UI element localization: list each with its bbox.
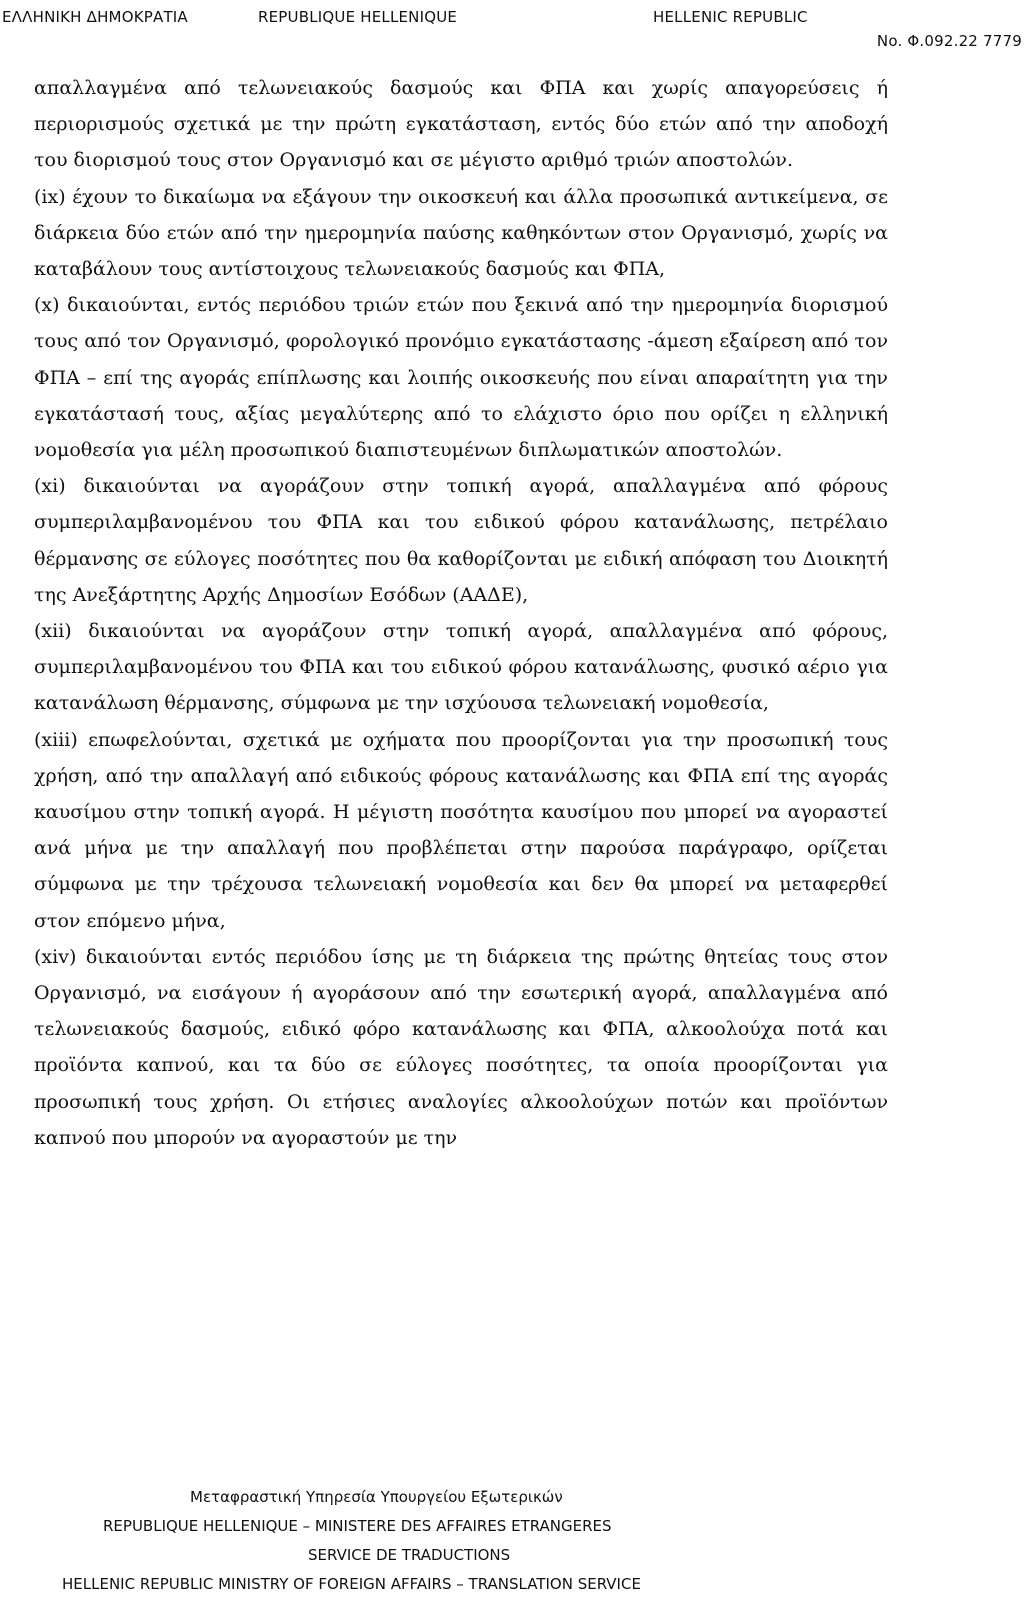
footer-french-ministry: REPUBLIQUE HELLENIQUE – MINISTERE DES AFFAIRES ETRANGERES [103, 1517, 612, 1535]
header-greek-title: ΕΛΛΗΝΙΚΗ ΔΗΜΟΚΡΑΤΙΑ [2, 8, 188, 26]
paragraph-continuation: απαλλαγμένα από τελωνειακούς δασμούς και ΦΠΑ και χωρίς απαγορεύσεις ή περιορισμούς σχετικά με την πρώτη εγκατάσταση, εντός δύο ετών από την αποδοχή του διορισμού τους στον Οργανισμό και σε μέγιστο αριθμό τριών αποστολών. [34, 77, 888, 172]
page-header [0, 4, 1024, 54]
paragraph-xii: (xii) δικαιούνται να αγοράζουν στην τοπική αγορά, απαλλαγμένα από φόρους, συμπεριλαμβανομένου του ΦΠΑ και του ειδικού φόρου κατανάλωσης, φυσικό αέριο για κατανάλωση θέρμανσης, σύμφωνα με την ισχύουσα τελωνειακή νομοθεσία, [34, 620, 888, 715]
footer-english-service: HELLENIC REPUBLIC MINISTRY OF FOREIGN AFFAIRS – TRANSLATION SERVICE [62, 1575, 641, 1593]
document-number: No. Φ.092.22 7779 [876, 32, 1022, 50]
footer-french-service: SERVICE DE TRADUCTIONS [308, 1546, 511, 1564]
paragraph-xiii: (xiii) επωφελούνται, σχετικά με οχήματα που προορίζονται για την προσωπική τους χρήση, από την απαλλαγή από ειδικούς φόρους κατανάλωσης και ΦΠΑ επί της αγοράς καυσίμου στην τοπική αγορά. Η μέγιστη ποσότητα καυσίμου που μπορεί να αγοραστεί ανά μήνα με την απαλλαγή που προβλέπεται στην παρούσα παράγραφο, ορίζεται σύμφωνα με την τρέχουσα τελωνειακή νομοθεσία και δεν θα μπορεί να μεταφερθεί στον επόμενο μήνα, [34, 728, 888, 932]
paragraph-ix: (ix) έχουν το δικαίωμα να εξάγουν την οικοσκευή και άλλα προσωπικά αντικείμενα, σε διάρκεια δύο ετών από την ημερομηνία παύσης καθηκόντων στον Οργανισμό, χωρίς να καταβάλουν τους αντίστοιχους τελωνειακούς δασμούς και ΦΠΑ, [34, 185, 888, 281]
paragraph-xiv: (xiv) δικαιούνται εντός περιόδου ίσης με τη διάρκεια της πρώτης θητείας τους στον Οργανισμό, να εισάγουν ή αγοράσουν από την εσωτερική αγορά, απαλλαγμένα από τελωνειακούς δασμούς, ειδικό φόρο κατανάλωσης και ΦΠΑ, αλκοολούχα ποτά και προϊόντα καπνού, και τα δύο σε εύλογες ποσότητες, τα οποία προορίζονται για προσωπική τους χρήση. Οι ετήσιες αναλογίες αλκοολούχων ποτών και προϊόντων καπνού που μπορούν να αγοραστούν με την [34, 945, 888, 1149]
document-body [34, 70, 888, 1156]
footer-greek-service: Μεταφραστική Υπηρεσία Υπουργείου Εξωτερικών [190, 1488, 563, 1506]
header-english-title: HELLENIC REPUBLIC [653, 8, 808, 26]
paragraph-xi: (xi) δικαιούνται να αγοράζουν στην τοπική αγορά, απαλλαγμένα από φόρους συμπεριλαμβανομένου του ΦΠΑ και του ειδικού φόρου κατανάλωσης, πετρέλαιο θέρμανσης σε εύλογες ποσότητες που θα καθορίζονται με ειδική απόφαση του Διοικητή της Ανεξάρτητης Αρχής Δημοσίων Εσόδων (ΑΑΔΕ), [34, 475, 888, 606]
paragraph-x: (x) δικαιούνται, εντός περιόδου τριών ετών που ξεκινά από την ημερομηνία διορισμού τους από τον Οργανισμό, φορολογικό προνόμιο εγκατάστασης -άμεση εξαίρεση από τον ΦΠΑ – επί της αγοράς επίπλωσης και λοιπής οικοσκευής που είναι απαραίτητη για την εγκατάστασή τους, αξίας μεγαλύτερης από το ελάχιστο όριο που ορίζει η ελληνική νομοθεσία για μέλη προσωπικού διαπιστευμένων διπλωματικών αποστολών. [34, 294, 888, 462]
header-french-title: REPUBLIQUE HELLENIQUE [258, 8, 458, 26]
